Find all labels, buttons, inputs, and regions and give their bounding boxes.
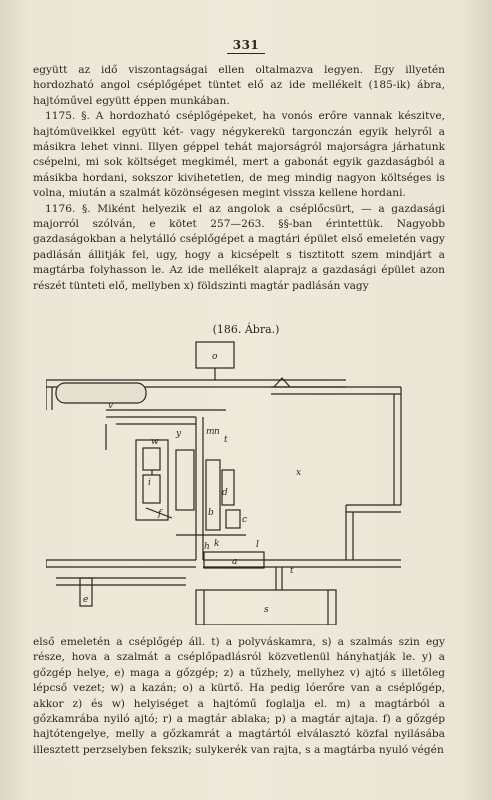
label-s: s <box>264 605 269 615</box>
page-number: 331 <box>0 38 492 54</box>
floor-plan-figure <box>46 340 446 625</box>
label-h: h <box>204 542 210 552</box>
paragraph: együtt az idő viszontagságai ellen oltalmazva legyen. Egy illyetén hordozható angol cséplőgépet tüntet elő az ide mellékelt (185-ik) ábra, hajtóművel együtt éppen munkában. <box>33 64 445 107</box>
label-e: e <box>83 595 89 605</box>
label-o: o <box>212 352 218 362</box>
body-text <box>33 63 445 294</box>
scribble-mark <box>56 383 146 403</box>
paragraph: 1175. §. A hordozható cséplőgépeket, ha vonós erőre vannak készitve, hajtómüveikkel együtt két- vagy négykerekü targonczán egyik helyről a másikra lehet vinni. Illyen géppel tehát majorságról majorságra járhatunk csépelni, mi sok költséget megkimél, mert a gabonát egyik gazdaságból a másikba hordani, sokszor kivihetetlen, de meg mindig nagyon költséges is volna, miután a szalmát közönségesen megint vissza kellene hordani. <box>33 110 445 200</box>
label-a: a <box>232 557 238 567</box>
label-w: w <box>151 437 159 447</box>
paragraph: 1176. §. Miként helyezik el az angolok a cséplőcsürt, — a gazdasági majorról szólván, e kötet 257—263. §§-ban érintettük. Nagyobb gazdaságokban a helytálló cséplőgépet a magtári épület első emeletén vagy padlásán állitják fel, ugy, hogy a kicsépelt s tisztitott szem mindjárt a magtárba folyhasson le. Az ide mellékelt alaprajz a gazdasági épület azon részét tünteti elő, mellyben x) földszinti magtár padlásán vagy <box>33 202 445 292</box>
label-f: f <box>158 509 162 519</box>
label-x: x <box>296 468 302 478</box>
paragraph: első emeletén a cséplőgép áll. t) a polyváskamra, s) a szalmás szin egy része, hova a szalmát a cséplőpadlásról közvetlenül hányhatják le. y) a gőzgép helye, e) maga a gőzgép; z) a tűzhely, mellyhez v) ajtó s illetőleg lépcső vezet; w) a kazán; o) a kürtő. Ha pedig lóerőre van a cséplőgép, akkor z) és w) helyiséget a hajtómű foglalja el. m) a magtárból a gőzkamrába nyiló ajtó; r) a magtár ablaka; p) a magtár ajtaja. f) a gőzgép hajtótengelye, melly a gőzkamrát a magtártól elválasztó közfal nyilásába illesztett perzselyben fekszik; sulykerék van rajta, s a magtárba nyuló végén <box>33 636 445 756</box>
label-t: t <box>290 566 294 576</box>
label-c: c <box>242 515 248 525</box>
label-m: m <box>206 427 215 437</box>
figure-caption: (186. Ábra.) <box>212 323 280 336</box>
label-v: v <box>108 401 114 411</box>
label-d: d <box>222 488 228 498</box>
label-y: y <box>176 429 182 439</box>
label-l: l <box>256 540 259 550</box>
shaft-housing <box>176 450 194 510</box>
floor-plan-drawing <box>46 340 446 625</box>
boiler-w <box>143 448 160 470</box>
body-text-lower <box>33 635 445 758</box>
label-b: b <box>208 508 214 518</box>
label-n: n <box>214 427 220 437</box>
label-t-top: t <box>224 435 228 445</box>
label-k: k <box>214 539 220 549</box>
label-i: i <box>148 478 151 488</box>
machine-c <box>226 510 240 528</box>
thresher-d <box>206 460 220 530</box>
engine-e <box>143 475 160 503</box>
engine-room <box>136 440 168 520</box>
